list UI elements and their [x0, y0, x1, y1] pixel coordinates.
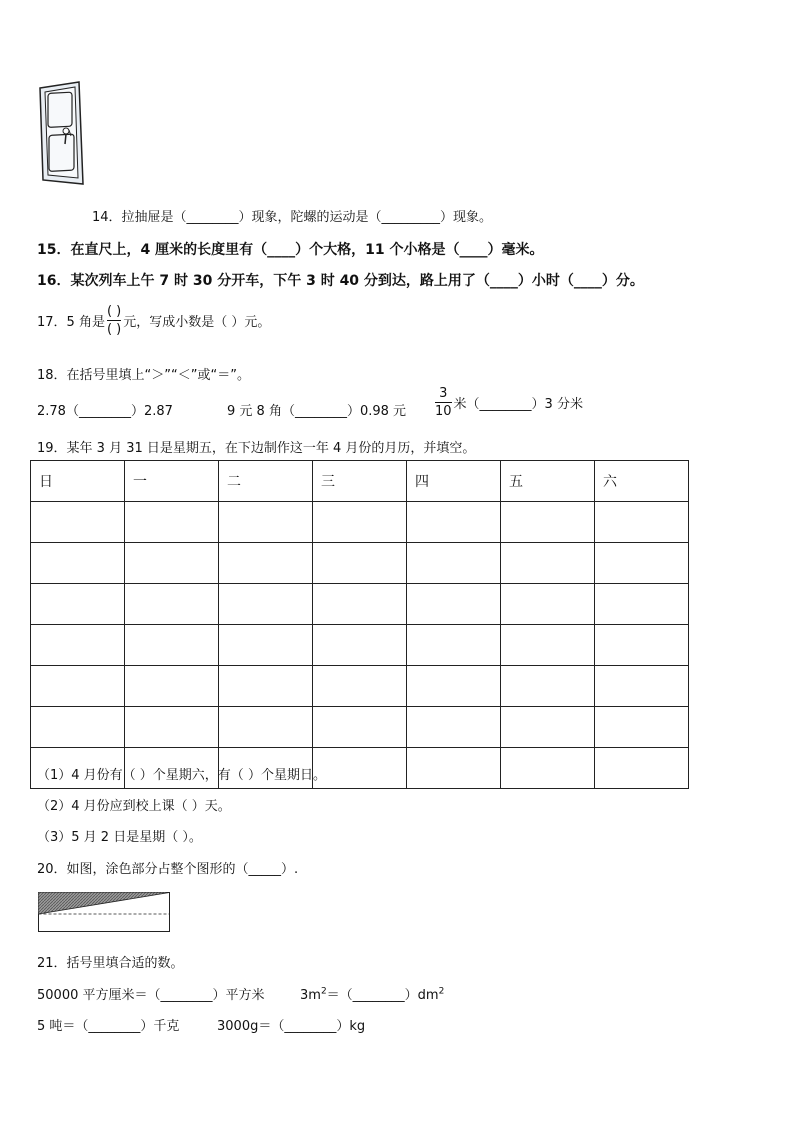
q21-line-1b-mid: ＝（________）dm: [326, 988, 439, 1003]
calendar-cell[interactable]: [125, 666, 219, 707]
calendar-cell[interactable]: [313, 707, 407, 748]
q19-sub-2: （2）4 月份应到校上课（ ）天。: [37, 799, 231, 814]
calendar-row: [31, 543, 689, 584]
calendar-cell[interactable]: [501, 543, 595, 584]
q19-sub-1: （1）4 月份有（ ）个星期六，有（ ）个星期日。: [37, 768, 326, 783]
question-15: 15．在直尺上，4 厘米的长度里有（____）个大格，11 个小格是（____）毫米。: [37, 242, 544, 258]
calendar-row: [31, 707, 689, 748]
question-19-title: 19．某年 3 月 31 日是星期五，在下边制作这一年 4 月份的月历，并填空。: [37, 441, 476, 456]
q21-line-1b-pre: 3m: [300, 988, 321, 1003]
calendar-cell[interactable]: [595, 748, 689, 789]
calendar-cell[interactable]: [219, 502, 313, 543]
calendar-cell[interactable]: [595, 707, 689, 748]
q17-numerator: ( ): [106, 304, 122, 319]
q21-line-1a: 50000 平方厘米＝（________）平方米: [37, 988, 265, 1003]
question-14: 14．拉抽屉是（________）现象，陀螺的运动是（_________）现象。: [92, 210, 493, 225]
q17-suffix: 元，写成小数是（ ）元。: [123, 315, 271, 330]
calendar-cell[interactable]: [125, 707, 219, 748]
calendar-cell[interactable]: [125, 502, 219, 543]
calendar-cell[interactable]: [31, 502, 125, 543]
calendar-cell[interactable]: [313, 502, 407, 543]
calendar-cell[interactable]: [313, 584, 407, 625]
calendar-cell[interactable]: [219, 707, 313, 748]
calendar-cell[interactable]: [313, 748, 407, 789]
calendar-cell[interactable]: [313, 625, 407, 666]
calendar-row: [31, 666, 689, 707]
q21-line-2b: 3000g＝（________）kg: [217, 1019, 366, 1034]
calendar-cell[interactable]: [125, 625, 219, 666]
calendar-cell[interactable]: [31, 543, 125, 584]
q18-fraction: [435, 386, 452, 419]
calendar-cell[interactable]: [501, 707, 595, 748]
calendar-cell[interactable]: [595, 543, 689, 584]
calendar-cell[interactable]: [219, 584, 313, 625]
calendar-cell[interactable]: [407, 748, 501, 789]
door-illustration: [37, 80, 85, 190]
calendar-row: [31, 502, 689, 543]
calendar-cell[interactable]: [125, 584, 219, 625]
calendar-cell[interactable]: [501, 748, 595, 789]
calendar-cell[interactable]: [407, 707, 501, 748]
q18-item-3: [433, 386, 583, 419]
weekday-wed: 三: [313, 461, 407, 502]
calendar-table: [30, 460, 689, 789]
q21-line-1b: [300, 984, 444, 1003]
weekday-thu: 四: [407, 461, 501, 502]
calendar-row: [31, 584, 689, 625]
calendar-cell[interactable]: [595, 584, 689, 625]
calendar-row: [31, 625, 689, 666]
q17-denominator: ( ): [106, 322, 122, 337]
q17-prefix: 17．5 角是: [37, 315, 105, 330]
weekday-fri: 五: [501, 461, 595, 502]
q18-item-3-suffix: 米（________）3 分米: [453, 397, 583, 412]
q17-fraction: [107, 304, 121, 337]
q19-sub-3: （3）5 月 2 日是星期（ ）。: [37, 830, 202, 845]
q18-item-2: 9 元 8 角（________）0.98 元: [227, 404, 407, 419]
calendar-cell[interactable]: [125, 543, 219, 584]
q18-numerator: 3: [439, 386, 448, 401]
calendar-cell[interactable]: [219, 666, 313, 707]
q18-denominator: 10: [435, 404, 452, 419]
calendar-cell[interactable]: [31, 625, 125, 666]
calendar-cell[interactable]: [219, 543, 313, 584]
calendar-cell[interactable]: [313, 666, 407, 707]
fraction-bar: [107, 320, 121, 321]
calendar-cell[interactable]: [501, 584, 595, 625]
calendar-cell[interactable]: [31, 584, 125, 625]
question-21-title: 21．括号里填合适的数。: [37, 956, 184, 971]
calendar-cell[interactable]: [595, 625, 689, 666]
fraction-bar: [435, 402, 452, 403]
weekday-mon: 一: [125, 461, 219, 502]
weekday-tue: 二: [219, 461, 313, 502]
calendar-cell[interactable]: [407, 543, 501, 584]
q21-sup-1: 2: [320, 986, 327, 997]
q21-sup-2: 2: [438, 986, 445, 997]
calendar-cell[interactable]: [31, 666, 125, 707]
q21-line-2a: 5 吨＝（________）千克: [37, 1019, 180, 1034]
weekday-sun: 日: [31, 461, 125, 502]
calendar-cell[interactable]: [501, 666, 595, 707]
calendar-cell[interactable]: [407, 666, 501, 707]
question-16: 16．某次列车上午 7 时 30 分开车，下午 3 时 40 分到达，路上用了（____）小时（____）分。: [37, 273, 644, 289]
q18-item-1: 2.78（________）2.87: [37, 404, 173, 419]
calendar-cell[interactable]: [501, 502, 595, 543]
calendar-cell[interactable]: [501, 625, 595, 666]
weekday-sat: 六: [595, 461, 689, 502]
question-17: [37, 304, 270, 337]
calendar-cell[interactable]: [219, 625, 313, 666]
calendar-cell[interactable]: [31, 707, 125, 748]
calendar-cell[interactable]: [407, 502, 501, 543]
calendar-header-row: [31, 461, 689, 502]
calendar-cell[interactable]: [407, 584, 501, 625]
calendar-cell[interactable]: [595, 502, 689, 543]
question-18-title: 18．在括号里填上“＞”“＜”或“＝”。: [37, 368, 250, 383]
question-20: 20．如图，涂色部分占整个图形的（_____）.: [37, 862, 299, 877]
calendar-cell[interactable]: [313, 543, 407, 584]
calendar-cell[interactable]: [595, 666, 689, 707]
shaded-rectangle-figure: [38, 892, 170, 932]
calendar-cell[interactable]: [407, 625, 501, 666]
